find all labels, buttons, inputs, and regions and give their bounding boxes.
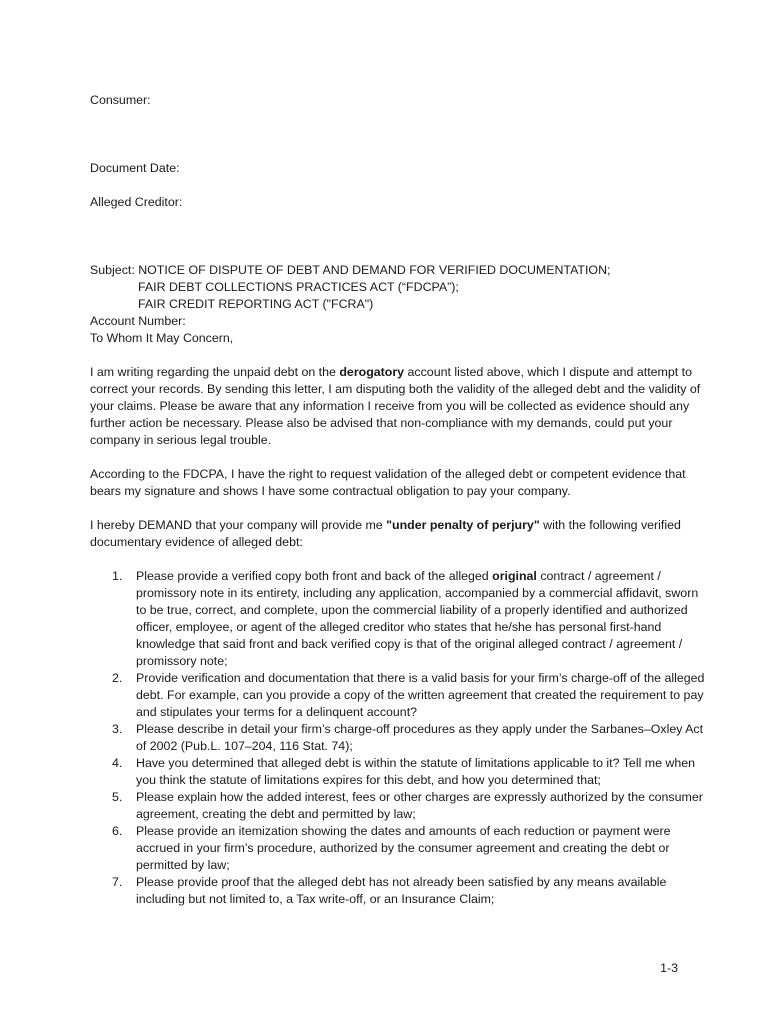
list-item-text-a: Please describe in detail your firm’s charge-off procedures as they apply under the Sarbanes–Oxley Act of 2002 (Pub.L. 107–204, 116 Stat. 74); bbox=[136, 722, 704, 753]
list-item-number: 2. bbox=[112, 671, 123, 685]
paragraph-demand-text-a: I hereby DEMAND that your company will provide me bbox=[90, 518, 387, 532]
list-item bbox=[90, 721, 710, 755]
list-item-text-a: Please provide proof that the alleged debt has not already been satisfied by any means available including but not limited to, a Tax write-off, or an Insurance Claim; bbox=[136, 875, 667, 906]
list-item-text-a: Have you determined that alleged debt is within the statute of limitations applicable to it? Tell me when you think the statute of limitations expires for this debt, and how you determined that; bbox=[136, 756, 696, 787]
list-item bbox=[90, 874, 710, 908]
consumer-label: Consumer: bbox=[90, 93, 151, 107]
list-item-number: 6. bbox=[112, 824, 123, 838]
list-item bbox=[90, 823, 710, 874]
paragraph-intro-bold: derogatory bbox=[339, 365, 405, 379]
list-item-number: 5. bbox=[112, 790, 123, 804]
paragraph-fdcpa: According to the FDCPA, I have the right to request validation of the alleged debt or competent evidence that bears my signature and shows I have some contractual obligation to pay your company. bbox=[90, 467, 686, 498]
list-item bbox=[90, 568, 710, 670]
subject-block bbox=[90, 262, 710, 330]
paragraph-demand bbox=[90, 517, 710, 551]
list-item-text-a: Please provide a verified copy both front and back of the alleged bbox=[136, 569, 493, 583]
list-item-text-a: Please provide an itemization showing the dates and amounts of each reduction or payment were accrued in your firm’s procedure, authorized by the consumer agreement and creating the debt or permitted by law; bbox=[136, 824, 671, 872]
account-number-label: Account Number: bbox=[90, 314, 186, 328]
list-item-text-b: contract / agreement / promissory note in its entirety, including any application, accompanied by a commercial affidavit, sworn to be true, correct, and complete, upon the commercial liability of a properly identified and authorized officer, employee, or agent of the alleged creditor who states that he/she has personal first-hand knowledge that said front and back verified copy is that of the original alleged contract / agreement / promissory note; bbox=[136, 569, 699, 668]
paragraph-demand-text-b: with the following verified documentary evidence of alleged debt: bbox=[90, 518, 681, 549]
list-item-text-a: Provide verification and documentation that there is a valid basis for your firm’s charge-off of the alleged debt. For example, can you provide a copy of the written agreement that created the requirement to pay and stipulates your terms for a delinquent account? bbox=[136, 671, 705, 719]
document-date-label: Document Date: bbox=[90, 161, 180, 175]
list-item bbox=[90, 670, 710, 721]
letter-body bbox=[90, 92, 710, 908]
demand-list bbox=[90, 568, 710, 908]
list-item-bold: original bbox=[492, 569, 537, 583]
paragraph-intro-text-a: I am writing regarding the unpaid debt on the bbox=[90, 365, 340, 379]
page-number: 1-3 bbox=[660, 961, 678, 975]
subject-line-2: FAIR DEBT COLLECTIONS PRACTICES ACT (“FDCPA”); bbox=[138, 280, 459, 294]
paragraph-intro-text-b: account listed above, which I dispute and attempt to correct your records. By sending this letter, I am disputing both the validity of the alleged debt and the validity of your claims. Please be aware that any information I receive from you will be collected as evidence should any further action be necessary. Please also be advised that non-compliance with my demands, could put your company in serious legal trouble. bbox=[90, 365, 701, 447]
list-item-number: 4. bbox=[112, 756, 123, 770]
list-item-number: 7. bbox=[112, 875, 123, 889]
list-item bbox=[90, 789, 710, 823]
list-item-text-a: Please explain how the added interest, fees or other charges are expressly authorized by the consumer agreement, creating the debt and permitted by law; bbox=[136, 790, 703, 821]
list-item-number: 1. bbox=[112, 569, 123, 583]
alleged-creditor-label: Alleged Creditor: bbox=[90, 195, 183, 209]
paragraph-demand-bold: "under penalty of perjury" bbox=[386, 518, 540, 532]
subject-line-1: Subject: NOTICE OF DISPUTE OF DEBT AND DEMAND FOR VERIFIED DOCUMENTATION; bbox=[90, 263, 611, 277]
subject-line-3: FAIR CREDIT REPORTING ACT ("FCRA") bbox=[138, 297, 374, 311]
list-item-number: 3. bbox=[112, 722, 123, 736]
salutation: To Whom It May Concern, bbox=[90, 331, 234, 345]
list-item bbox=[90, 755, 710, 789]
paragraph-intro bbox=[90, 364, 710, 449]
